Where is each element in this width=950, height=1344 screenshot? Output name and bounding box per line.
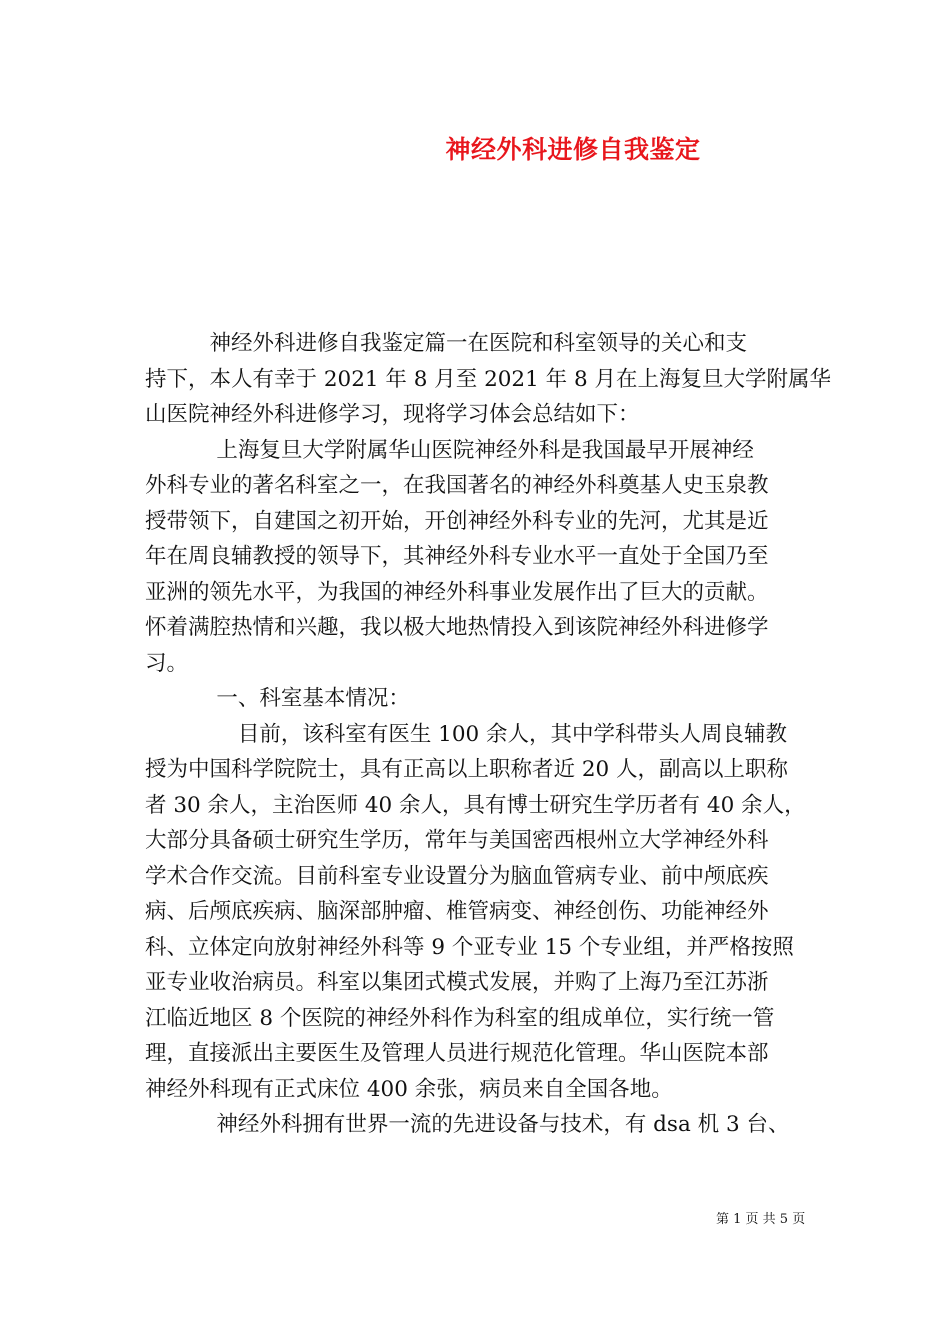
- body-line: 目前，该科室有医生 100 余人，其中学科带头人周良辅教: [145, 721, 788, 747]
- body-line: 外科专业的著名科室之一，在我国著名的神经外科奠基人史玉泉教: [145, 473, 769, 498]
- body-line: 授为中国科学院院士，具有正高以上职称者近 20 人，副高以上职称: [145, 757, 789, 782]
- document-body: [145, 326, 831, 1143]
- section-heading: 一、科室基本情况：: [145, 686, 410, 711]
- body-line: 病、后颅底疾病、脑深部肿瘤、椎管病变、神经创伤、功能神经外: [145, 899, 769, 924]
- body-line: 持下，本人有幸于 2021 年 8 月至 2021 年 8 月在上海复旦大学附属华: [145, 366, 831, 392]
- page-number-footer: 第 1 页 共 5 页: [716, 1212, 806, 1227]
- body-line: 江临近地区 8 个医院的神经外科作为科室的组成单位，实行统一管: [145, 1005, 775, 1031]
- body-line: 山医院神经外科进修学习，现将学习体会总结如下：: [145, 402, 640, 427]
- body-line: 理，直接派出主要医生及管理人员进行规范化管理。华山医院本部: [145, 1041, 769, 1066]
- body-line: 亚专业收治病员。科室以集团式模式发展，并购了上海乃至江苏浙: [145, 970, 769, 995]
- body-line: 学术合作交流。目前科室专业设置分为脑血管病专业、前中颅底疾: [145, 863, 769, 889]
- body-line: 大部分具备硕士研究生学历，常年与美国密西根州立大学神经外科: [145, 828, 769, 853]
- body-line: 神经外科现有正式床位 400 余张，病员来自全国各地。: [145, 1076, 673, 1102]
- body-line: 年在周良辅教授的领导下，其神经外科专业水平一直处于全国乃至: [145, 544, 769, 569]
- body-line: 怀着满腔热情和兴趣，我以极大地热情投入到该院神经外科进修学: [145, 615, 769, 640]
- body-line: 习。: [145, 650, 189, 676]
- document-title: 神经外科进修自我鉴定: [445, 135, 701, 164]
- body-line: 亚洲的领先水平，为我国的神经外科事业发展作出了巨大的贡献。: [145, 579, 769, 605]
- body-line: 科、立体定向放射神经外科等 9 个亚专业 15 个专业组，并严格按照: [145, 934, 794, 960]
- body-line: 上海复旦大学附属华山医院神经外科是我国最早开展神经: [145, 437, 754, 463]
- body-line: 神经外科拥有世界一流的先进设备与技术，有 dsa 机 3 台、: [145, 1112, 790, 1137]
- body-line: 授带领下，自建国之初开始，开创神经外科专业的先河，尤其是近: [145, 508, 769, 534]
- body-line: 神经外科进修自我鉴定篇一在医院和科室领导的关心和支: [145, 331, 748, 356]
- body-line: 者 30 余人，主治医师 40 余人，具有博士研究生学历者有 40 余人，: [145, 792, 806, 818]
